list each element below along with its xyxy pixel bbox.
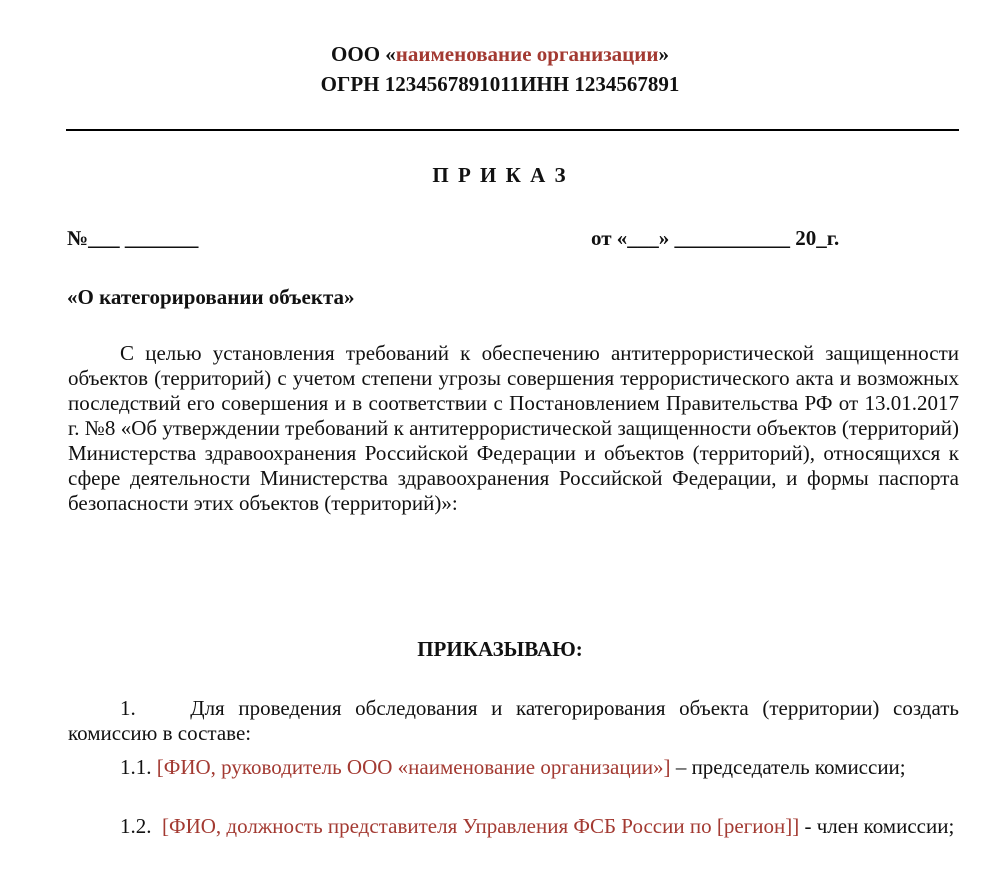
order-date-field: от «___» ___________ 20_г. <box>591 226 840 250</box>
order-item-1-1 <box>68 755 959 780</box>
item-placeholder: [ФИО, руководитель ООО «наименование организации»] <box>156 755 671 779</box>
order-number-field: №___ _______ <box>67 226 199 250</box>
org-name-placeholder: наименование организации <box>395 42 659 66</box>
organization-name-line <box>0 42 1000 66</box>
item-number: 1.1. <box>120 755 152 779</box>
preamble-paragraph: С целью установления требований к обеспечению антитеррористической защищенности объектов (территорий) с учетом степени угрозы совершения террористического акта и возможных последствий его совершения и в соответствии с Постановлением Правительства РФ от 13.01.2017 г. №8 «Об утверждении требований к антитеррористической защищенности объектов (территорий) Министерства здравоохранения Российской Федерации и объектов (территорий), относящихся к сфере деятельности Министерства здравоохранения Российской Федерации, и формы паспорта безопасности этих объектов (территорий)»: <box>68 341 959 515</box>
order-subject: «О категорировании объекта» <box>67 285 355 309</box>
order-heading: ПРИКАЗЫВАЮ: <box>417 637 583 661</box>
item-placeholder: [ФИО, должность представителя Управления ФСБ России по [регион]] <box>162 814 800 838</box>
item-number: 1.2. <box>120 814 152 838</box>
org-suffix: » <box>658 42 669 66</box>
header-divider <box>66 129 959 131</box>
item-text: Для проведения обследования и категорирования объекта (территории) создать комиссию в составе: <box>68 696 959 745</box>
order-item-1-2 <box>68 814 959 839</box>
document-title: П Р И К А З <box>432 163 568 187</box>
item-text: - член комиссии; <box>804 814 955 838</box>
order-item-1 <box>68 696 959 746</box>
item-number: 1. <box>120 696 136 720</box>
item-text: – председатель комиссии; <box>675 755 906 779</box>
registration-numbers: ОГРН 1234567891011ИНН 1234567891 <box>320 72 680 96</box>
org-prefix: ООО « <box>331 42 396 66</box>
